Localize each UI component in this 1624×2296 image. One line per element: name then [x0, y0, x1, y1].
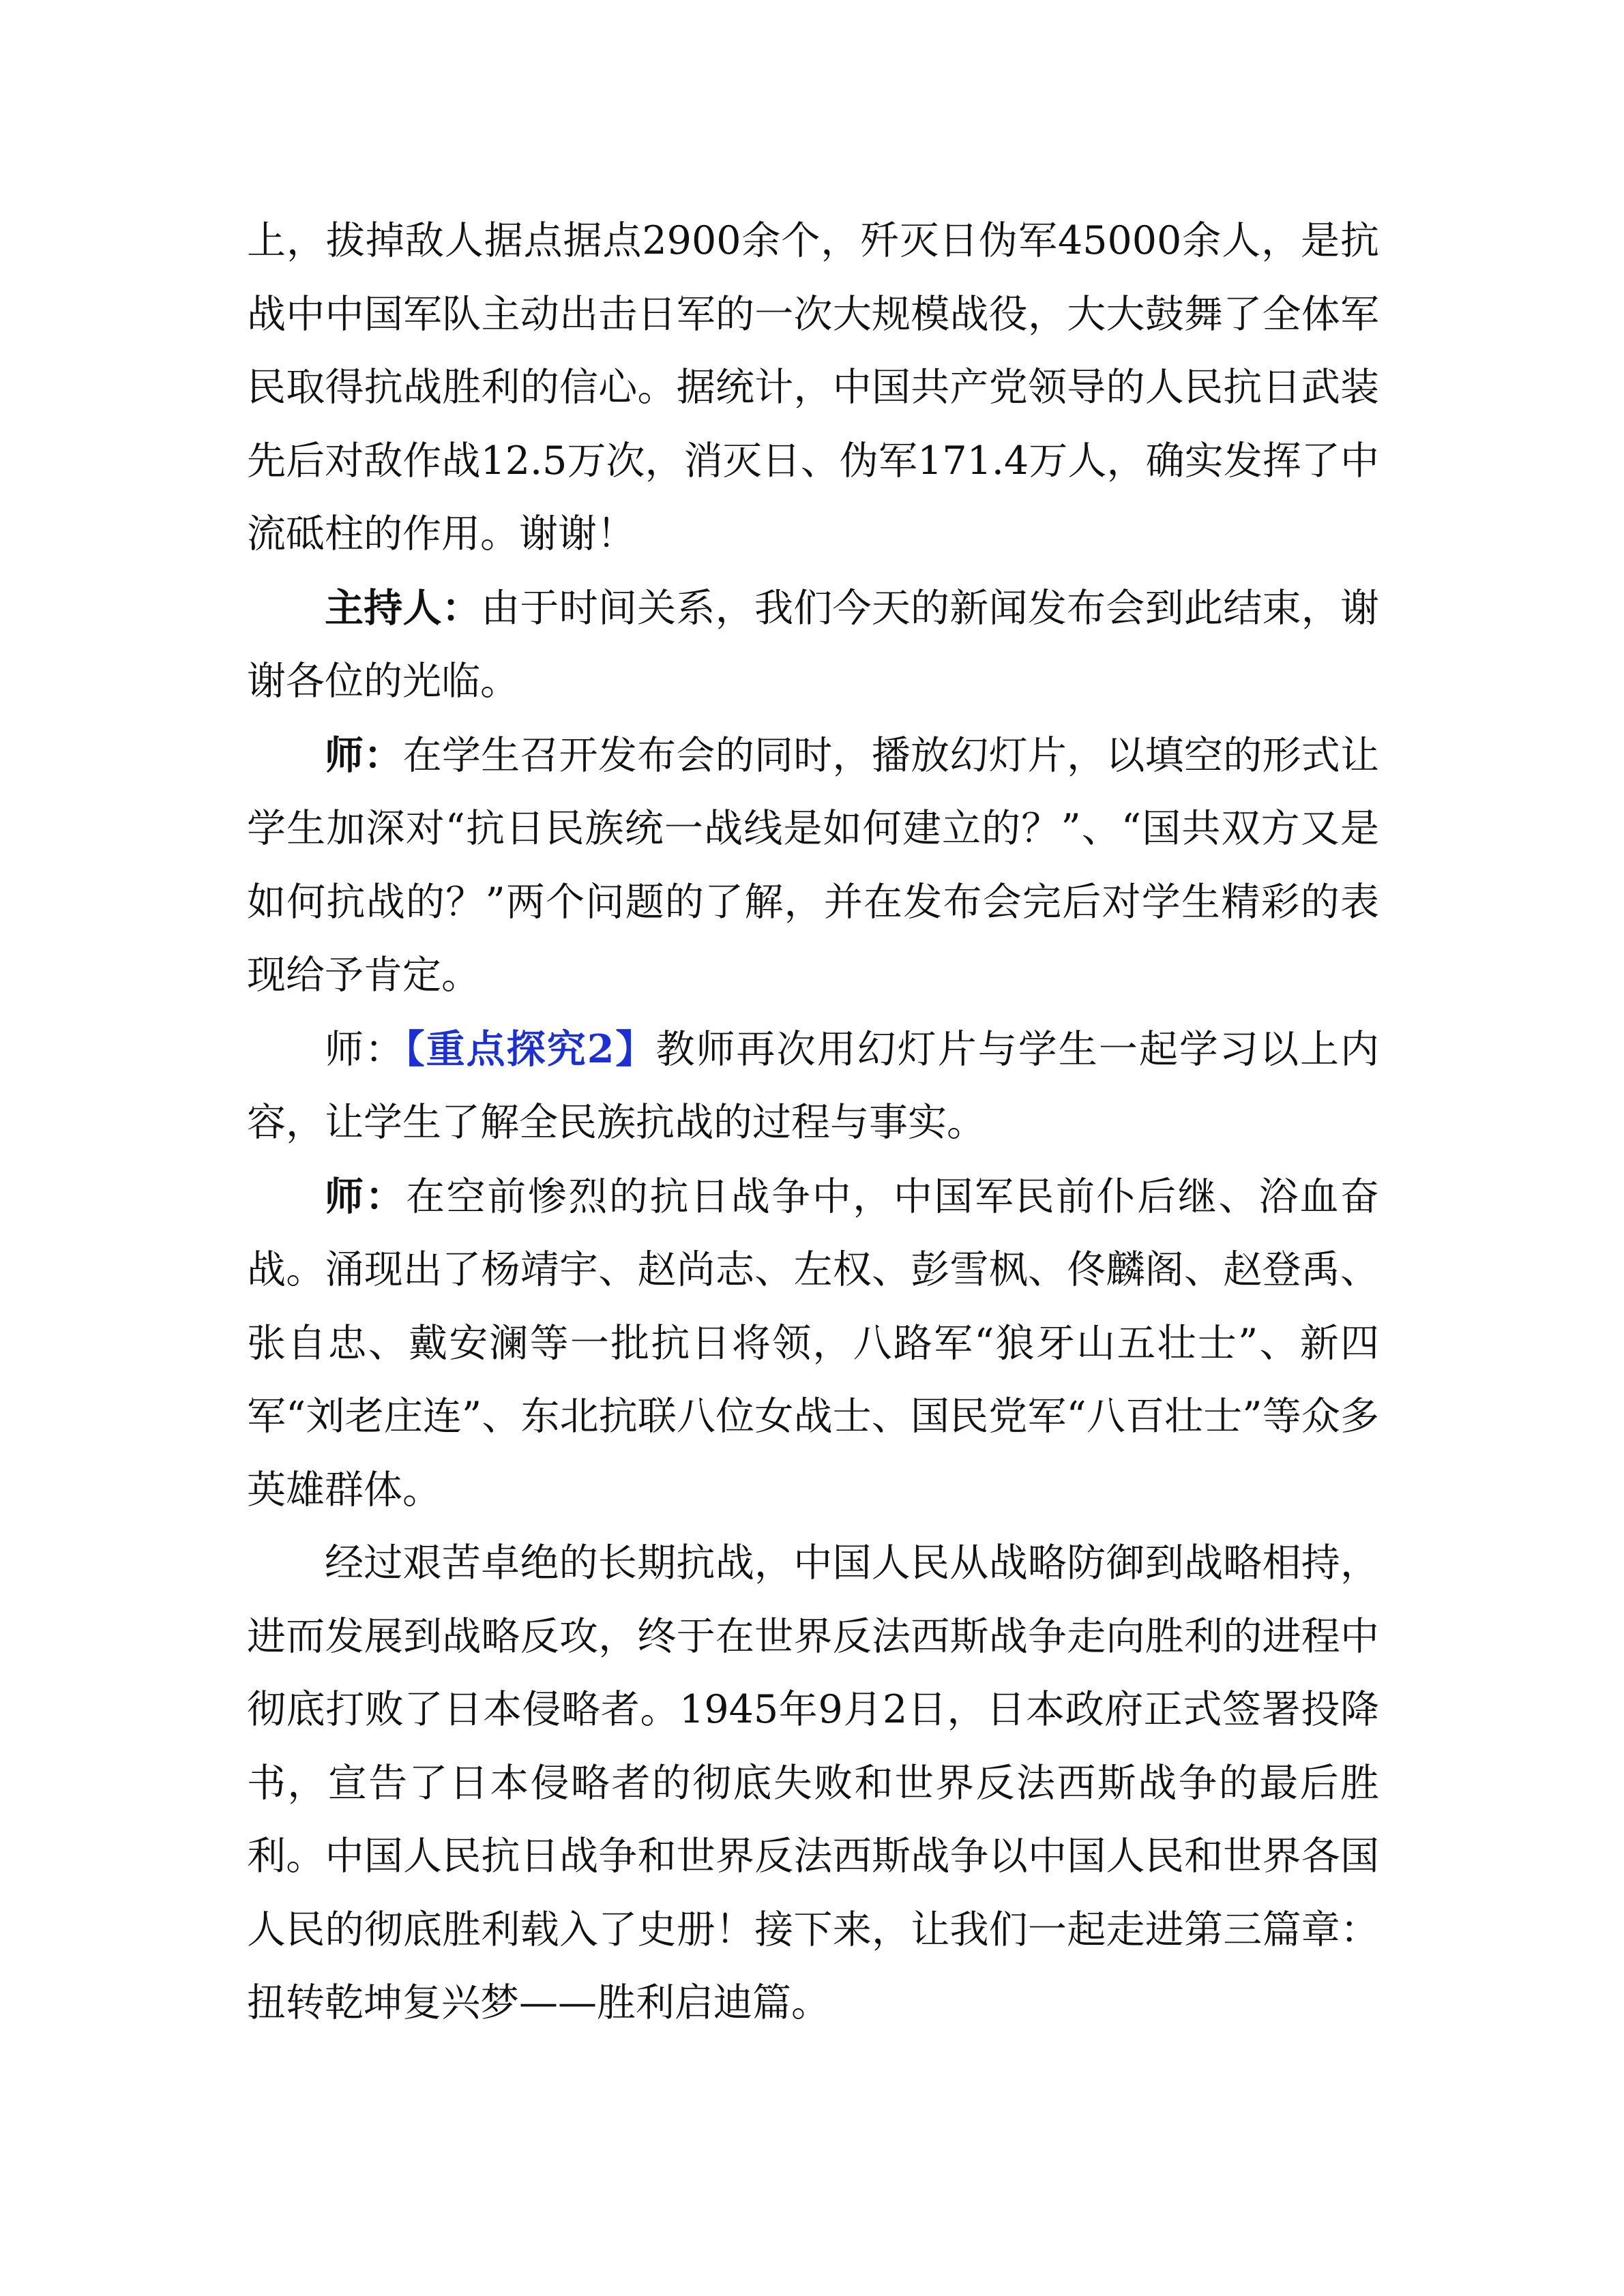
paragraph-heroes [247, 1160, 1379, 1527]
speaker-label: 师： [325, 1026, 406, 1072]
paragraph-host-closing [247, 571, 1379, 719]
paragraph-teacher-slides [247, 719, 1379, 1013]
document-body [247, 205, 1379, 2040]
paragraph-text: 教师再次用幻灯片与学生一起学习以上内容，让学生了解全民族抗战的过程与事实。 [247, 1026, 1380, 1145]
paragraph-text: 经过艰苦卓绝的长期抗战，中国人民从战略防御到战略相持，进而发展到战略反攻，终于在世界反法西斯战争走向胜利的进程中彻底打败了日本侵略者。1945年9月2日，日本政府正式签署投降书，宣告了日本侵略者的彻底失败和世界反法西斯战争的最后胜利。中国人民抗日战争和世界反法西斯战争以中国人民和世界各国人民的彻底胜利载入了史册！接下来，让我们一起走进第三篇章：扭转乾坤复兴梦——胜利启迪篇。 [247, 1540, 1379, 2025]
paragraph-text: 在学生召开发布会的同时，播放幻灯片，以填空的形式让学生加深对“抗日民族统一战线是如何建立的？”、“国共双方又是如何抗战的？”两个问题的了解，并在发布会完后对学生精彩的表现给予肯定。 [247, 732, 1380, 998]
paragraph-victory [247, 1527, 1379, 2040]
speaker-label: 师： [325, 1173, 407, 1219]
paragraph-text: 由于时间关系，我们今天的新闻发布会到此结束，谢谢各位的光临。 [247, 585, 1379, 704]
paragraph-text: 上，拔掉敌人据点据点2900余个，歼灭日伪军45000余人，是抗战中中国军队主动出击日军的一次大规模战役，大大鼓舞了全体军民取得抗战胜利的信心。据统计，中国共产党领导的人民抗日武装先后对敌作战12.5万次，消灭日、伪军171.4万人，确实发挥了中流砥柱的作用。谢谢！ [247, 218, 1379, 556]
paragraph-key-inquiry [247, 1013, 1379, 1160]
speaker-label: 师： [325, 732, 403, 778]
paragraph-battle-summary [247, 205, 1379, 571]
key-inquiry-highlight: 【重点探究2】 [405, 1026, 656, 1072]
speaker-label: 主持人： [325, 584, 482, 631]
paragraph-text: 在空前惨烈的抗日战争中，中国军民前仆后继、浴血奋战。涌现出了杨靖宇、赵尚志、左权、彭雪枫、佟麟阁、赵登禹、张自忠、戴安澜等一批抗日将领，八路军“狼牙山五壮士”、新四军“刘老庄连”、东北抗联八位女战士、国民党军“八百壮士”等众多英雄群体。 [247, 1174, 1380, 1512]
